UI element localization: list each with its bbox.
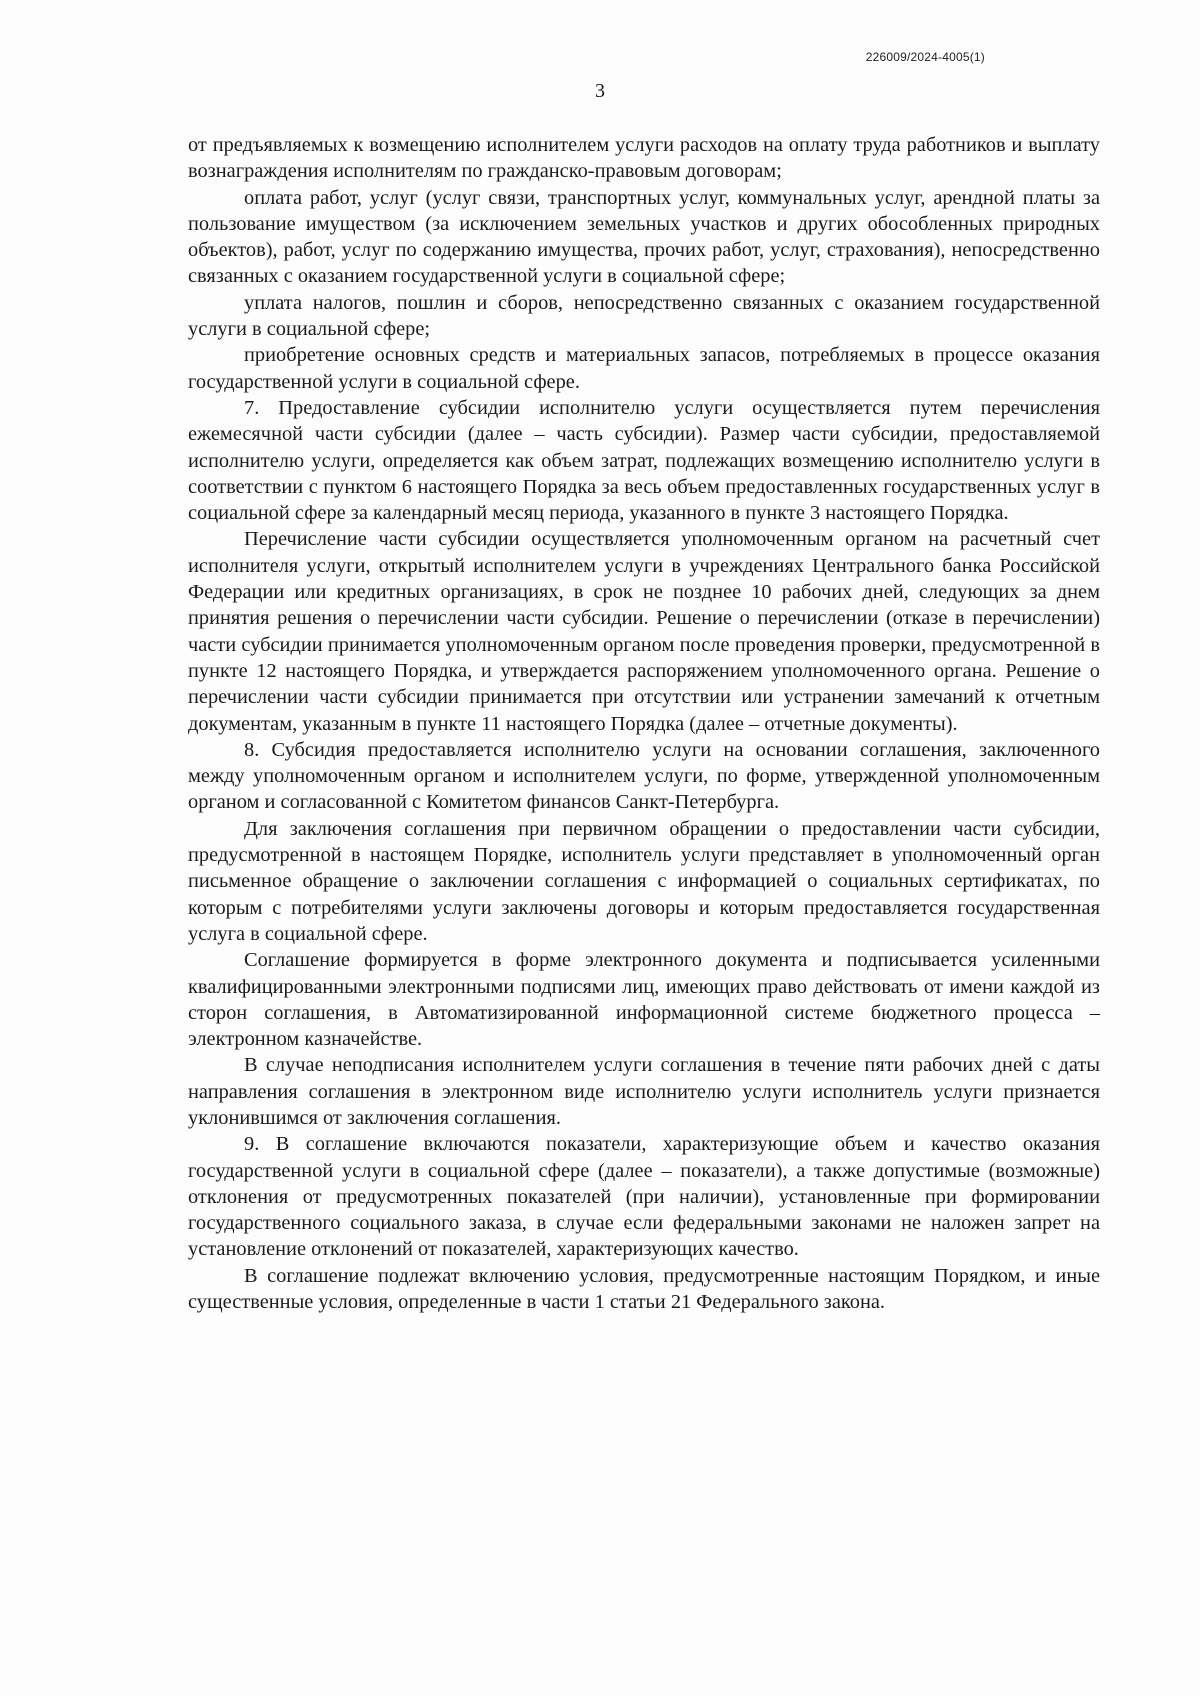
paragraph: оплата работ, услуг (услуг связи, транспортных услуг, коммунальных услуг, арендной платы за пользование имуществом (за исключением земельных участков и других обособленных природных объектов), работ, услуг по содержанию имущества, прочих работ, услуг, страхования), непосредственно связанных с оказанием государственной услуги в социальной сфере; <box>188 186 1100 288</box>
paragraph: В случае неподписания исполнителем услуги соглашения в течение пяти рабочих дней с даты направления соглашения в электронном виде исполнителю услуги исполнитель услуги признается уклонившимся от заключения соглашения. <box>188 1054 1100 1129</box>
paragraph-item-7: 7. Предоставление субсидии исполнителю услуги осуществляется путем перечисления ежемесячной части субсидии (далее – часть субсидии). Размер части субсидии, предоставляемой исполнителю услуги, определяется как объем затрат, подлежащих возмещению исполнителю услуги в соответствии с пунктом 6 настоящего Порядка за весь объем предоставленных государственных услуг в социальной сфере за календарный месяц периода, указанного в пункте 3 настоящего Порядка. <box>188 396 1100 525</box>
paragraph-item-9: 9. В соглашение включаются показатели, характеризующие объем и качество оказания государственной услуги в социальной сфере (далее – показатели), а также допустимые (возможные) отклонения от предусмотренных показателей (при наличии), установленные при формировании государственного социального заказа, в случае если федеральными законами не наложен запрет на установление отклонений от показателей, характеризующих качество. <box>188 1133 1100 1261</box>
document-registration-number: 226009/2024-4005(1) <box>865 50 985 64</box>
paragraph: уплата налогов, пошлин и сборов, непосредственно связанных с оказанием государственной услуги в социальной сфере; <box>188 291 1100 341</box>
paragraph: В соглашение подлежат включению условия, предусмотренные настоящим Порядком, и иные существенные условия, определенные в части 1 статьи 21 Федерального закона. <box>188 1264 1100 1314</box>
paragraph-item-8: 8. Субсидия предоставляется исполнителю услуги на основании соглашения, заключенного между уполномоченным органом и исполнителем услуги, по форме, утвержденной уполномоченным органом и согласованной с Комитетом финансов Санкт-Петербурга. <box>188 738 1100 814</box>
paragraph: Для заключения соглашения при первичном обращении о предоставлении части субсидии, предусмотренной в настоящем Порядке, исполнитель услуги представляет в уполномоченный орган письменное обращение о заключении соглашения с информацией о социальных сертификатах, по которым с потребителями услуги заключены договоры и которым предоставляется государственная услуга в социальной сфере. <box>188 817 1100 945</box>
page-number: 3 <box>595 80 605 102</box>
document-body <box>188 132 1100 1315</box>
paragraph: Соглашение формируется в форме электронного документа и подписывается усиленными квалифицированными электронными подписями лиц, имеющих право действовать от имени каждой из сторон соглашения, в Автоматизированной информационной системе бюджетного процесса – электронном казначействе. <box>188 949 1100 1051</box>
paragraph: от предъявляемых к возмещению исполнителем услуги расходов на оплату труда работников и выплату вознаграждения исполнителям по гражданско-правовым договорам; <box>188 134 1100 183</box>
paragraph: приобретение основных средств и материальных запасов, потребляемых в процессе оказания государственной услуги в социальной сфере. <box>188 344 1100 393</box>
paragraph: Перечисление части субсидии осуществляется уполномоченным органом на расчетный счет исполнителя услуги, открытый исполнителем услуги в учреждениях Центрального банка Российской Федерации или кредитных организациях, в срок не позднее 10 рабочих дней, следующих за днем принятия решения о перечислении части субсидии. Решение о перечислении (отказе в перечислении) части субсидии принимается уполномоченным органом после проведения проверки, предусмотренной в пункте 12 настоящего Порядка, и утверждается распоряжением уполномоченного органа. Решение о перечислении части субсидии принимается при отсутствии или устранении замечаний к отчетным документам, указанным в пункте 11 настоящего Порядка (далее – отчетные документы). <box>188 528 1100 735</box>
